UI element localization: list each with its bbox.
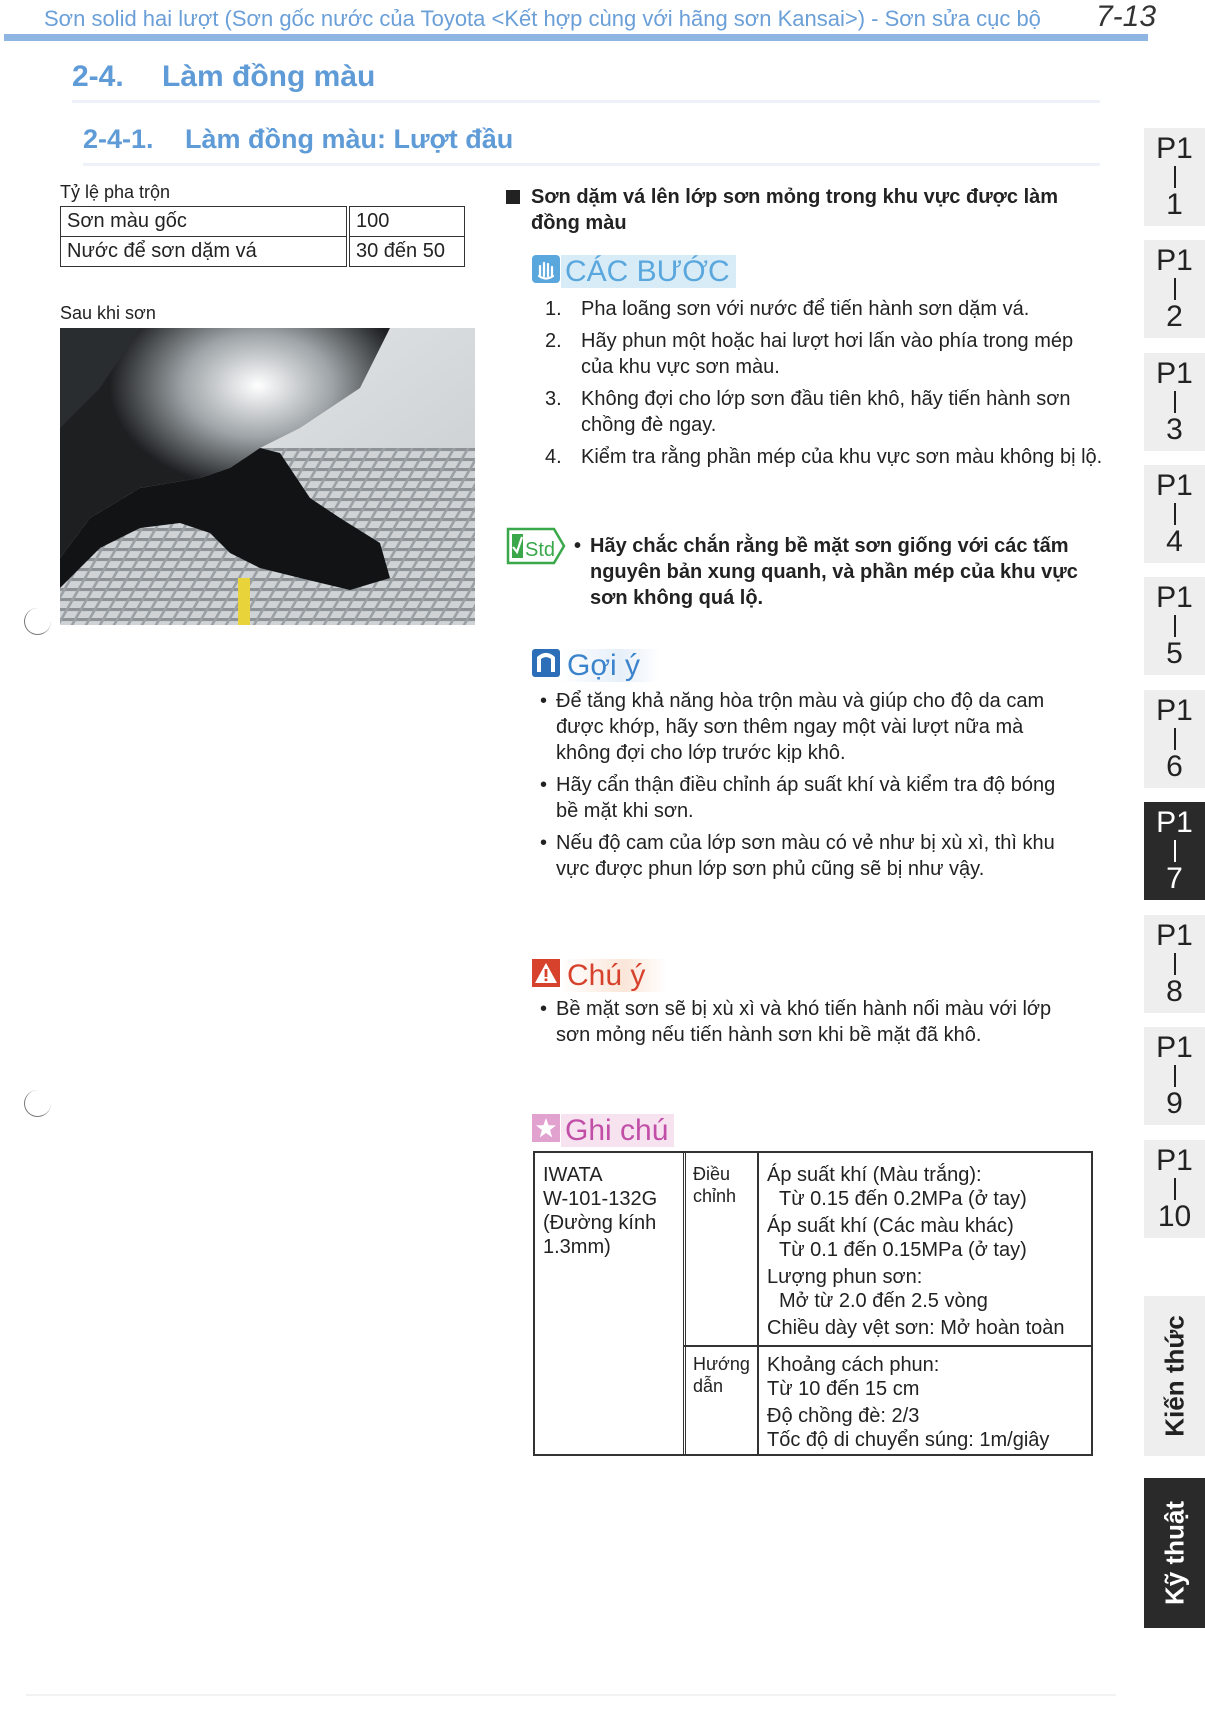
caution-title: Chú ý [561, 959, 667, 992]
mix-table-caption: Tỷ lệ pha trộn [60, 182, 171, 202]
table-row [61, 237, 465, 267]
side-tab-p1-5[interactable]: P1 5 [1144, 577, 1205, 675]
hand-icon [531, 254, 561, 292]
side-tab-p1-3[interactable]: P1 3 [1144, 353, 1205, 451]
side-tab-p1-8[interactable]: P1 8 [1144, 915, 1205, 1013]
section-heading [72, 60, 375, 94]
table-cell: 30 đến 50 [348, 237, 465, 267]
side-tab-p1-2[interactable]: P1 2 [1144, 240, 1205, 338]
side-tab-p1-6[interactable]: P1 6 [1144, 690, 1205, 788]
list-item: • Bề mặt sơn sẽ bị xù xì và khó tiến hành nối màu với lớp sơn mỏng nếu tiến hành sơn khi bề mặt đã khô. [540, 996, 1080, 1048]
square-bullet-icon [506, 190, 520, 204]
notes-title: Ghi chú [561, 1114, 674, 1147]
divider [72, 100, 1100, 103]
hint-title: Gợi ý [561, 649, 660, 682]
guide-label: Hướng dẫn [693, 1354, 750, 1396]
hint-heading [531, 648, 660, 686]
main-point: Sơn dặm vá lên lớp sơn mỏng trong khu vực được làm đồng màu [506, 184, 1106, 236]
section-title: Làm đồng màu [162, 60, 376, 93]
table-cell: Nước để sơn dặm vá [61, 237, 349, 267]
steps-title: CÁC BƯỚC [561, 255, 736, 288]
subsection-number: 2-4-1. [83, 124, 154, 154]
caution-heading [531, 958, 667, 996]
star-icon [531, 1113, 561, 1151]
list-item: 2. Hãy phun một hoặc hai lượt hơi lấn vào phía trong mép của khu vực sơn màu. [545, 330, 1074, 378]
list-item: 4. Kiểm tra rằng phần mép của khu vực sơn màu không bị lộ. [545, 446, 1103, 468]
subsection-title: Làm đồng màu: Lượt đầu [185, 124, 514, 154]
list-item: • Hãy cẩn thận điều chỉnh áp suất khí và kiểm tra độ bóng bề mặt khi sơn. [540, 772, 1080, 824]
photo-caption: Sau khi sơn [60, 303, 156, 323]
mix-ratio-table [60, 206, 465, 267]
side-tab-p1-1[interactable]: P1 1 [1144, 128, 1205, 226]
bottom-rule [26, 1694, 1116, 1696]
painted-fender-photo [60, 328, 475, 625]
hint-icon [531, 648, 561, 686]
table-cell: Sơn màu gốc [61, 207, 349, 237]
steps-list [545, 296, 1105, 476]
side-tab-p1-10[interactable]: P1 10 [1144, 1140, 1205, 1238]
warning-icon [531, 958, 561, 996]
divider [757, 1153, 759, 1454]
caution-list [540, 996, 1080, 1054]
list-item: • Để tăng khả năng hòa trộn màu và giúp cho độ da cam được khớp, hãy sơn thêm ngay một vài lượt nữa mà không đợi cho lớp trước kịp khô. [540, 688, 1080, 766]
adjust-label: Điều chỉnh [693, 1164, 737, 1206]
side-tab-p1-4[interactable]: P1 4 [1144, 465, 1205, 563]
divider [683, 1345, 1093, 1347]
binder-hole-mark [24, 1090, 51, 1117]
page-number: 7-13 [1096, 0, 1157, 33]
standard-text: • Hãy chắc chắn rằng bề mặt sơn giống với các tấm nguyên bản xung quanh, và phần mép của khu vực sơn không quá lộ. [574, 535, 1078, 609]
list-item: • Nếu độ cam của lớp sơn màu có vẻ như bị xù xì, thì khu vực được phun lớp sơn phủ cũng sẽ bị như vậy. [540, 830, 1080, 882]
steps-heading [531, 254, 736, 292]
subsection-heading [83, 124, 513, 155]
guide-settings: Khoảng cách phun: Từ 10 đến 15 cm Độ chồng đè: 2/3 Tốc độ di chuyển súng: 1m/giây [767, 1354, 1050, 1451]
notes-heading [531, 1113, 674, 1151]
table-row [61, 207, 465, 237]
svg-text:Std: Std [525, 539, 556, 561]
side-tab-technique[interactable]: Kỹ thuật [1144, 1478, 1205, 1628]
side-tab-p1-7[interactable]: P1 7 [1144, 802, 1205, 900]
header-title: Sơn solid hai lượt (Sơn gốc nước của Toyota <Kết hợp cùng với hãng sơn Kansai>) - Sơn sửa cục bộ [44, 6, 1041, 31]
spray-gun-model: IWATA W-101-132G (Đường kính 1.3mm) [543, 1164, 658, 1258]
binder-hole-mark [24, 608, 51, 635]
divider [83, 163, 1100, 166]
divider [683, 1153, 686, 1454]
side-tab-p1-9[interactable]: P1 9 [1144, 1027, 1205, 1125]
adjust-settings: Áp suất khí (Màu trắng): Từ 0.15 đến 0.2MPa (ở tay) Áp suất khí (Các màu khác) Từ 0.1 đến 0.15MPa (ở tay) Lượng phun sơn: Mở từ 2.0 đến 2.5 vòng Chiều dày vệt sơn: Mở hoàn toàn [767, 1164, 1065, 1339]
standard-icon [506, 527, 566, 570]
spray-settings-table [533, 1151, 1093, 1456]
table-cell: 100 [348, 207, 465, 237]
header-rule [4, 34, 1148, 41]
list-item: 1. Pha loãng sơn với nước để tiến hành sơn dặm vá. [545, 298, 1030, 320]
list-item: 3. Không đợi cho lớp sơn đầu tiên khô, hãy tiến hành sơn chồng đè ngay. [545, 388, 1071, 436]
section-number: 2-4. [72, 60, 124, 93]
hint-list [540, 688, 1080, 888]
side-tab-knowledge[interactable]: Kiến thức [1144, 1296, 1205, 1456]
